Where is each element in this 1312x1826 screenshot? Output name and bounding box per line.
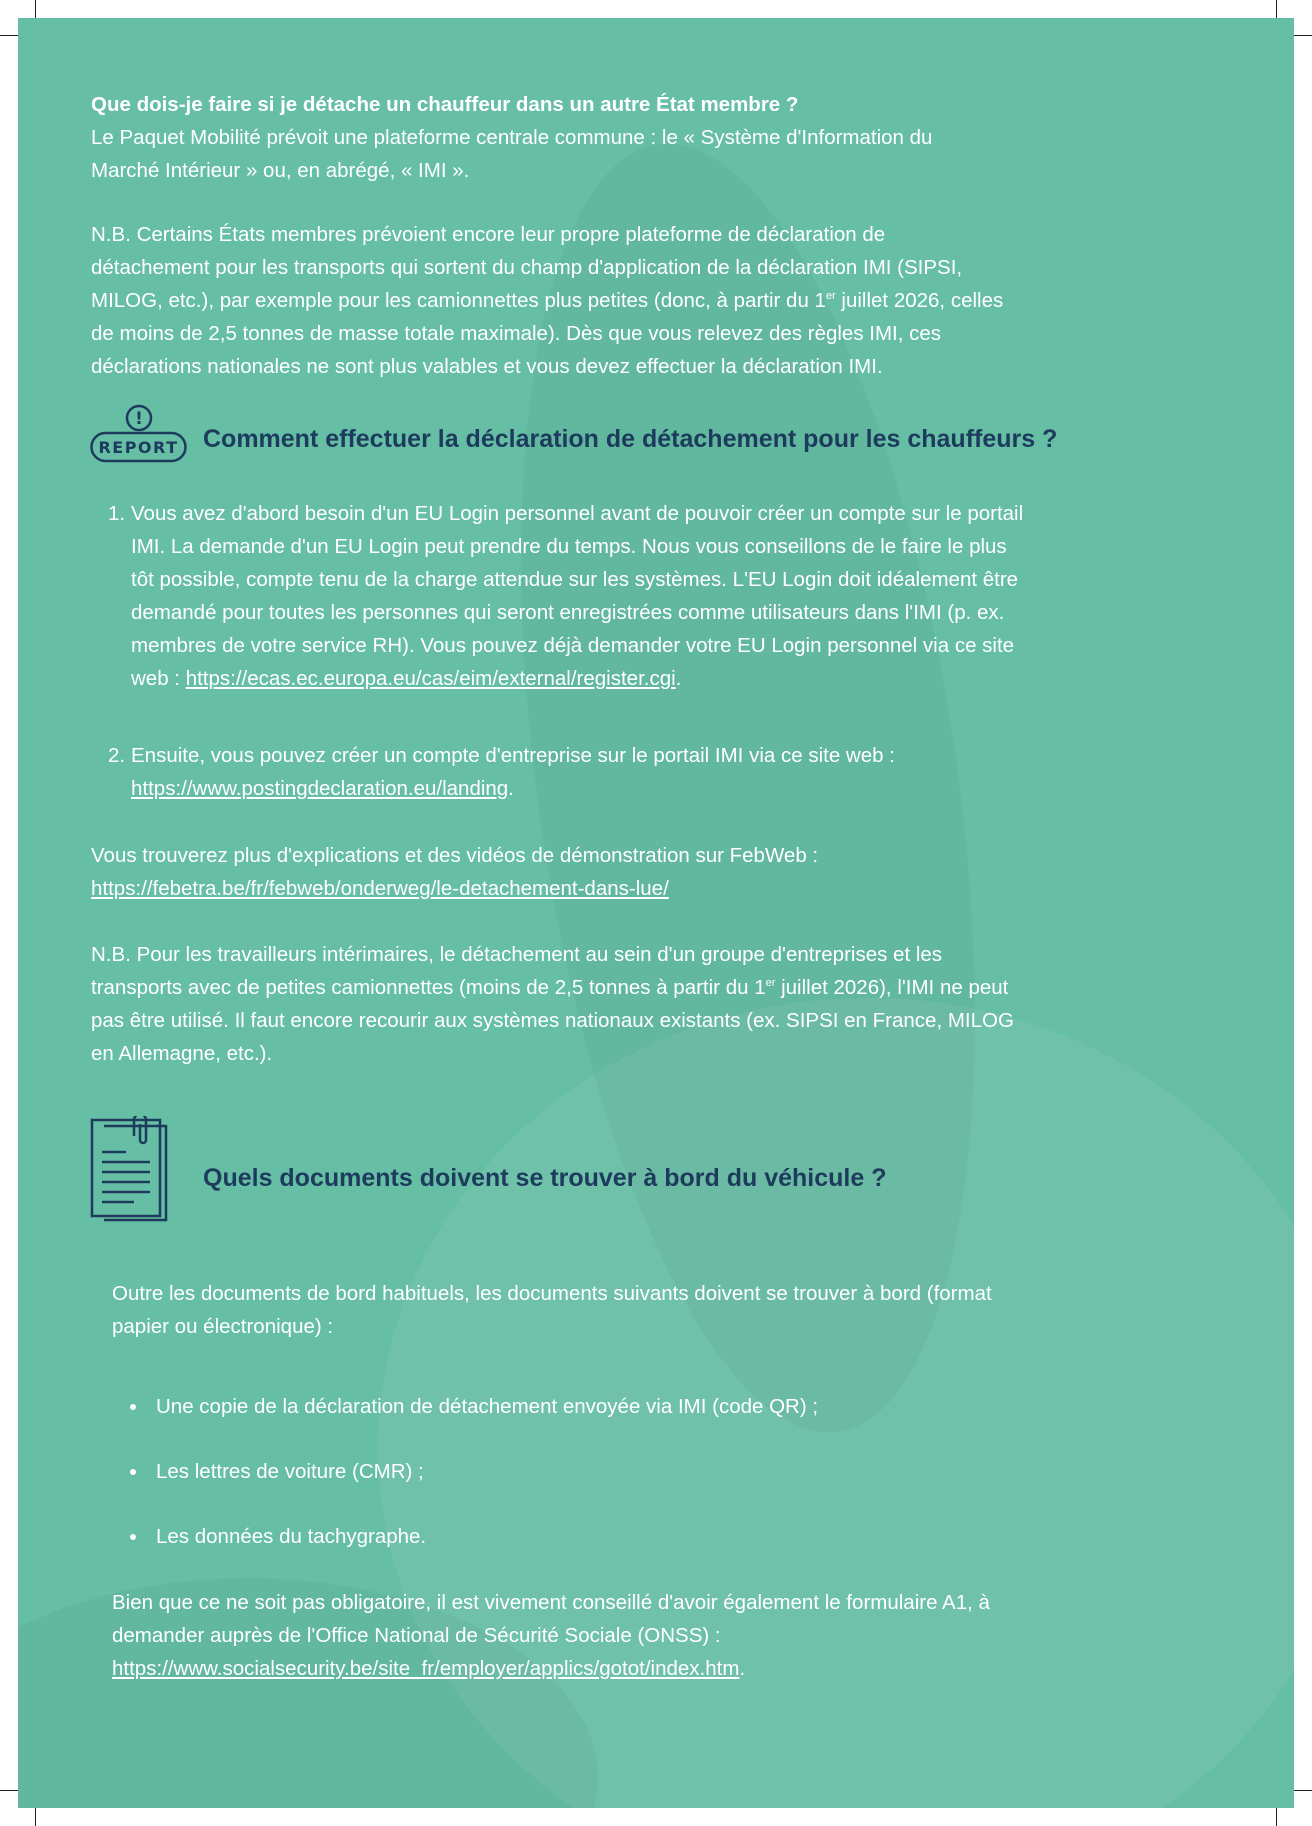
nb-paragraph (91, 938, 1014, 1070)
bullet-dot (130, 1404, 136, 1410)
nb-line: transports avec de petites camionnettes (moins de 2,5 tonnes à partir du 1 (91, 976, 766, 999)
section-heading-documents: Quels documents doivent se trouver à bord du véhicule ? (203, 1164, 887, 1192)
page-panel (18, 18, 1294, 1808)
punctuation: . (675, 667, 682, 690)
bullet-dot (130, 1469, 136, 1475)
nb-line: N.B. Certains États membres prévoient encore leur propre plateforme de déclaration de (91, 223, 886, 246)
list-number: 2. (108, 744, 126, 767)
list-line: Vous avez d'abord besoin d'un EU Login personnel avant de pouvoir créer un compte sur le portail (131, 502, 1024, 525)
report-icon-label: REPORT (98, 438, 179, 457)
intro-title: Que dois-je faire si je détache un chauffeur dans un autre État membre ? (91, 93, 799, 116)
nb-line: juillet 2026), l'IMI ne peut (775, 976, 1009, 999)
list-line: web : (131, 667, 186, 690)
list-line: membres de votre service RH). Vous pouvez déjà demander votre EU Login personnel via ce site (131, 634, 1015, 657)
punctuation: . (739, 1657, 746, 1680)
crop-mark (35, 1808, 36, 1826)
crop-mark (0, 35, 18, 36)
nb-line: MILOG, etc.), par exemple pour les camionnettes plus petites (donc, à partir du 1 (91, 289, 826, 312)
list-item-text: Les données du tachygraphe. (156, 1525, 427, 1548)
nb-line: pas être utilisé. Il faut encore recourir aux systèmes nationaux existants (ex. SIPSI en France, MILOG (91, 1009, 1014, 1032)
page-content (18, 18, 1294, 1808)
social-security-link[interactable]: https://www.socialsecurity.be/site_fr/employer/applics/gotot/index.htm (112, 1657, 740, 1680)
documents-intro-line: papier ou électronique) : (112, 1315, 334, 1338)
list-line: demandé pour toutes les personnes qui seront enregistrées comme utilisateurs dans l'IMI (p. ex. (131, 601, 1005, 624)
crop-mark (0, 1790, 18, 1791)
nb-line: N.B. Pour les travailleurs intérimaires, le détachement au sein d'un groupe d'entreprises et les (91, 943, 943, 966)
crop-mark (1294, 35, 1312, 36)
febweb-paragraph (91, 839, 818, 905)
list-number: 1. (108, 502, 126, 525)
list-line: tôt possible, compte tenu de la charge attendue sur les systèmes. L'EU Login doit idéalement être (131, 568, 1019, 591)
documents-intro-line: Outre les documents de bord habituels, les documents suivants doivent se trouver à bord (format (112, 1282, 992, 1305)
crop-mark (1294, 1790, 1312, 1791)
nb-line: déclarations nationales ne sont plus valables et vous devez effectuer la déclaration IMI. (91, 355, 883, 378)
closing-line: demander auprès de l'Office National de Sécurité Sociale (ONSS) : (112, 1624, 721, 1647)
superscript: er (825, 290, 836, 303)
nb-line: de moins de 2,5 tonnes de masse totale maximale). Dès que vous relevez des règles IMI, ces (91, 322, 942, 345)
nb-line: en Allemagne, etc.). (91, 1042, 273, 1065)
list-item-text: Une copie de la déclaration de détachement envoyée via IMI (code QR) ; (156, 1395, 819, 1418)
report-icon-mark: ! (135, 409, 143, 429)
list-item-text: Les lettres de voiture (CMR) ; (156, 1460, 424, 1483)
bullet-dot (130, 1534, 136, 1540)
crop-mark (1276, 0, 1277, 18)
intro-paragraph (91, 88, 932, 187)
closing-paragraph (112, 1586, 990, 1685)
list-line: Ensuite, vous pouvez créer un compte d'entreprise sur le portail IMI via ce site web : (131, 744, 895, 767)
intro-line: Marché Intérieur » ou, en abrégé, « IMI ». (91, 159, 470, 182)
section-heading-declaration: Comment effectuer la déclaration de détachement pour les chauffeurs ? (203, 425, 1058, 453)
documents-icon (90, 1116, 176, 1226)
list-item-text (131, 497, 1023, 695)
nb-line: détachement pour les transports qui sortent du champ d'application de la déclaration IMI (SIPSI, (91, 256, 963, 279)
nb-line: juillet 2026, celles (835, 289, 1004, 312)
documents-intro (112, 1277, 992, 1343)
list-line: IMI. La demande d'un EU Login peut prendre du temps. Nous vous conseillons de le faire le plus (131, 535, 1007, 558)
intro-line: Le Paquet Mobilité prévoit une plateforme centrale commune : le « Système d'Information du (91, 126, 933, 149)
febweb-line: Vous trouverez plus d'explications et des vidéos de démonstration sur FebWeb : (91, 844, 819, 867)
crop-mark (35, 0, 36, 18)
superscript: er (765, 977, 776, 990)
report-icon (90, 403, 190, 469)
eu-login-link[interactable]: https://ecas.ec.europa.eu/cas/eim/external/register.cgi (185, 667, 676, 690)
list-item-text (131, 739, 895, 805)
posting-declaration-link[interactable]: https://www.postingdeclaration.eu/landing (131, 777, 509, 800)
punctuation: . (508, 777, 514, 800)
febweb-link[interactable]: https://febetra.be/fr/febweb/onderweg/le-detachement-dans-lue/ (91, 877, 669, 900)
closing-line: Bien que ce ne soit pas obligatoire, il est vivement conseillé d'avoir également le formulaire A1, à (112, 1591, 990, 1614)
nb-paragraph (91, 218, 1003, 383)
crop-mark (1276, 1808, 1277, 1826)
